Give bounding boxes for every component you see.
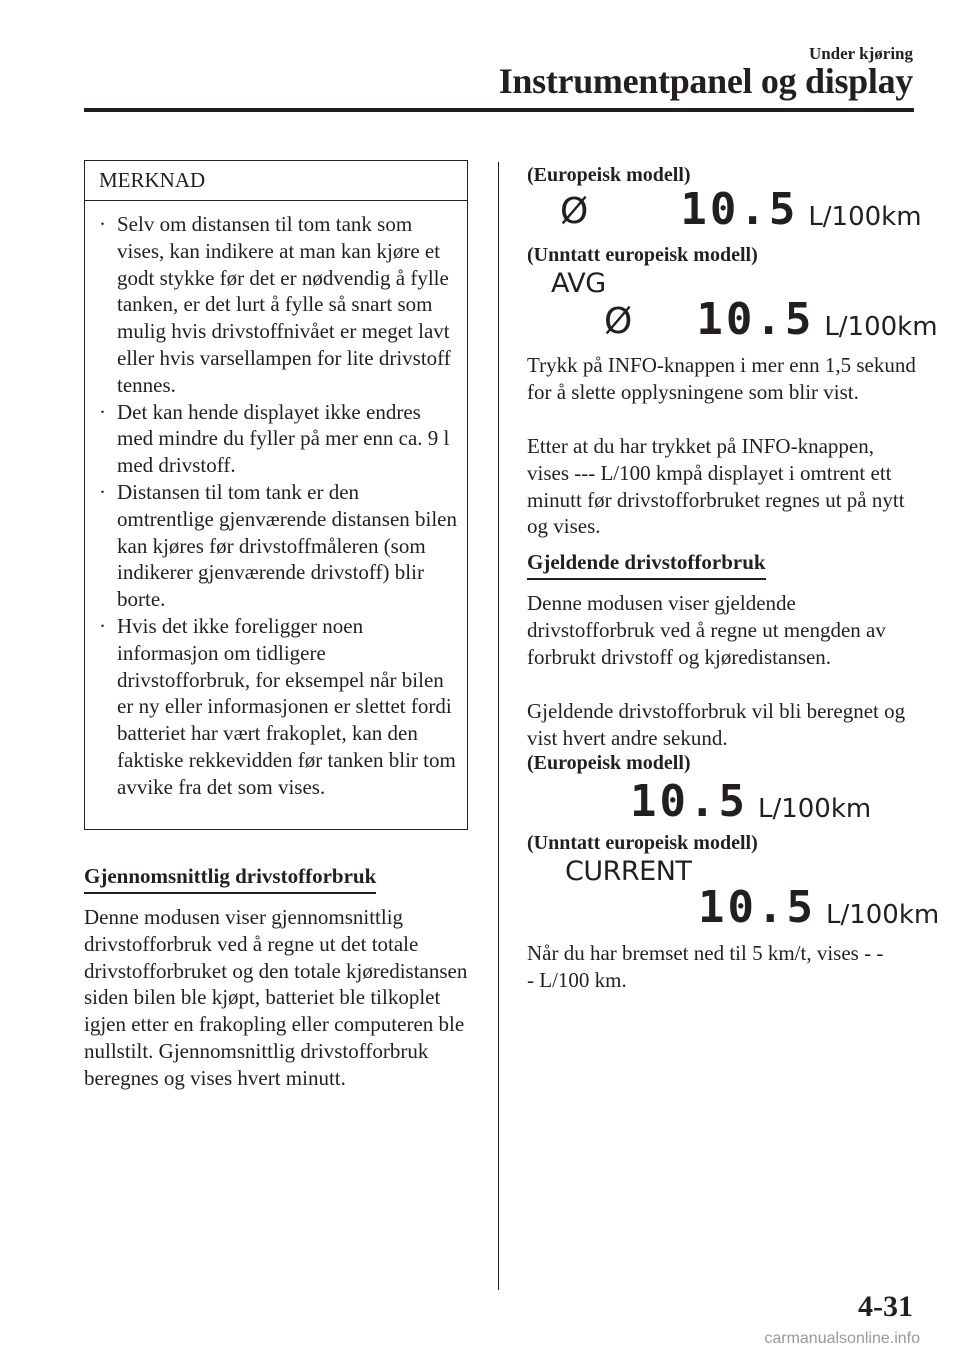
average-non-european-label: (Unntatt europeisk modell)	[527, 244, 758, 266]
note-title: MERKNAD	[85, 161, 467, 201]
note-list	[85, 211, 467, 801]
current-unit: L/100km	[757, 794, 872, 824]
column-divider	[498, 162, 499, 1290]
average-european-label: (Europeisk modell)	[527, 164, 691, 186]
current-non-european-label: (Unntatt europeisk modell)	[527, 832, 758, 854]
current-body: Denne modusen viser gjeldende drivstofforbruk ved å regne ut mengden av forbrukt drivstoff og kjøredistansen.	[527, 591, 886, 669]
average-heading: Gjennomsnittlig drivstofforbruk	[84, 864, 376, 894]
average-reset-text: Trykk på INFO-knappen i mer enn 1,5 sekund for å slette opplysningene som blir vist.	[527, 353, 916, 404]
current-slow-text: Når du har bremset ned til 5 km/t, vises - - - L/100 km.	[527, 941, 884, 992]
average-symbol-icon: Ø	[560, 191, 589, 232]
average-avg-caption: AVG	[551, 268, 606, 299]
header-section-label: Under kjøring	[808, 44, 913, 63]
average-unit: L/100km	[824, 312, 938, 342]
average-symbol-icon: Ø	[604, 301, 633, 342]
current-non-european-display	[698, 882, 940, 933]
note-item: · Det kan hende displayet ikke endres med mindre du fyller på mer enn ca. 9 l med drivstoff.	[85, 399, 467, 479]
average-lcd-reading: 10.5	[680, 184, 799, 235]
header-rule	[84, 108, 914, 112]
watermark: carmanualsonline.info	[764, 1330, 920, 1347]
current-update-text: Gjeldende drivstofforbruk vil bli beregnet og vist hvert andre sekund.	[527, 699, 906, 750]
current-lcd-reading: 10.5	[698, 882, 816, 933]
average-non-european-display	[604, 294, 938, 345]
average-european-display	[560, 184, 922, 235]
current-unit: L/100km	[825, 900, 940, 930]
current-lcd-reading: 10.5	[630, 776, 748, 827]
average-unit: L/100km	[808, 202, 922, 232]
current-european-label: (Europeisk modell)	[527, 752, 691, 774]
current-european-display	[630, 776, 872, 827]
note-item: · Distansen til tom tank er den omtrentlige gjenværende distansen bilen kan kjøres før drivstoffmåleren (som indikerer gjenværende drivstoff) blir borte.	[85, 479, 467, 613]
average-body: Denne modusen viser gjennomsnittlig drivstofforbruk ved å regne ut det totale drivstofforbruket og den totale kjøredistansen siden bilen ble kjøpt, batteriet ble tilkoplet igjen etter en frakopling eller computeren ble nullstilt. Gjennomsnittlig drivstofforbruk beregnes og vises hvert minutt.	[84, 905, 468, 1090]
note-item: · Selv om distansen til tom tank som vises, kan indikere at man kan kjøre et godt stykke før det er nødvendig å fylle tanken, er det lurt å fylle så snart som mulig hvis drivstoffnivået er meget lavt eller hvis varsellampen for lite drivstoff tennes.	[85, 211, 467, 399]
page-number: 4-31	[858, 1290, 913, 1323]
current-heading: Gjeldende drivstofforbruk	[527, 550, 766, 580]
average-lcd-reading: 10.5	[696, 294, 815, 345]
current-caption: CURRENT	[565, 856, 692, 887]
note-box	[84, 160, 468, 830]
page-title: Instrumentpanel og display	[498, 61, 913, 101]
average-after-reset-text: Etter at du har trykket på INFO-knappen, vises --- L/100 kmpå displayet i omtrent ett minutt før drivstofforbruket regnes ut på nytt og vises.	[527, 434, 905, 539]
note-item: · Hvis det ikke foreligger noen informasjon om tidligere drivstofforbruk, for eksempel når bilen er ny eller informasjonen er slettet fordi batteriet har vært frakoplet, kan den faktiske rekkevidden før tanken blir tom avvike fra det som vises.	[85, 613, 467, 801]
